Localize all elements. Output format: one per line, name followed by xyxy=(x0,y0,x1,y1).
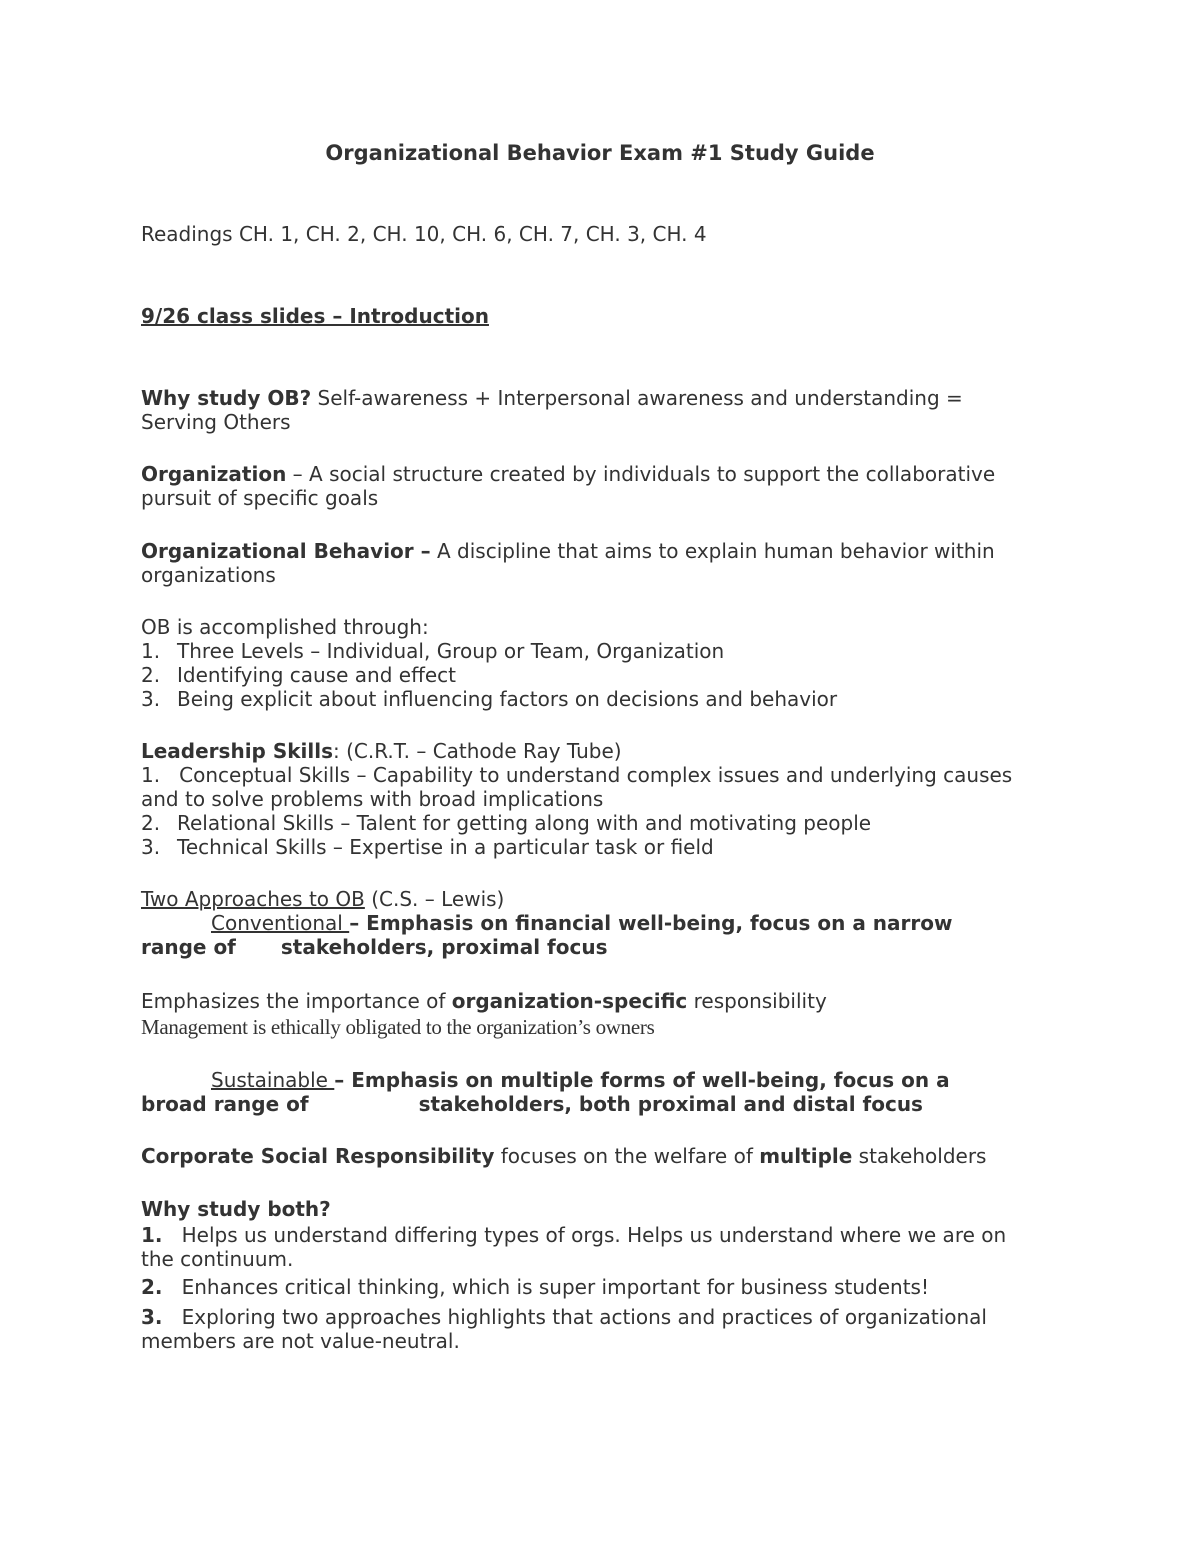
list-text: Being explicit about influencing factors on decisions and behavior xyxy=(177,687,838,711)
why-study-line2: Serving Others xyxy=(141,410,291,434)
leadership-term: Leadership Skills xyxy=(141,739,334,763)
approaches-heading-text: Two Approaches to OB xyxy=(141,887,365,911)
org-behavior-line2: organizations xyxy=(141,563,276,587)
emphasizes-post: responsibility xyxy=(687,989,827,1013)
list-text-continued: the continuum. xyxy=(141,1247,294,1271)
list-number: 3. xyxy=(141,1305,163,1329)
list-number: 3. xyxy=(141,687,161,711)
list-text: Enhances critical thinking, which is super important for business students! xyxy=(181,1275,929,1299)
conventional-line1: – Emphasis on financial well-being, focus on a narrow xyxy=(349,911,953,935)
list-number: 2. xyxy=(141,1275,163,1299)
csr-line xyxy=(141,1144,1041,1168)
approaches-heading-rest: (C.S. – Lewis) xyxy=(364,887,505,911)
conventional-line2b: stakeholders, proximal focus xyxy=(280,935,608,959)
management-line: Management is ethically obligated to the organization’s owners xyxy=(141,1015,655,1039)
emphasizes-bold: organization-specific xyxy=(451,989,688,1013)
list-item xyxy=(141,639,1041,663)
approaches-heading xyxy=(141,887,1041,911)
csr-term: Corporate Social Responsibility xyxy=(141,1144,495,1168)
list-text: Identifying cause and effect xyxy=(177,663,457,687)
list-text: Exploring two approaches highlights that actions and practices of organizational xyxy=(181,1305,987,1329)
list-text: Conceptual Skills – Capability to understand complex issues and underlying causes xyxy=(179,763,1013,787)
organization-line1: – A social structure created by individuals to support the collaborative xyxy=(286,462,996,486)
sustainable-term: Sustainable xyxy=(211,1068,335,1092)
list-item xyxy=(141,811,1041,835)
sustainable-line2b: stakeholders, both proximal and distal focus xyxy=(418,1092,923,1116)
why-both-heading: Why study both? xyxy=(141,1197,331,1221)
list-number: 1. xyxy=(141,1223,163,1247)
organization-line2: pursuit of specific goals xyxy=(141,486,379,510)
conventional-line2a: range of xyxy=(141,935,236,959)
readings-line: Readings CH. 1, CH. 2, CH. 10, CH. 6, CH. 7, CH. 3, CH. 4 xyxy=(141,222,707,246)
conventional-approach xyxy=(141,911,1041,959)
organization-definition xyxy=(141,462,1041,510)
sustainable-line2a: broad range of xyxy=(141,1092,309,1116)
leadership-rest: : (C.R.T. – Cathode Ray Tube) xyxy=(333,739,622,763)
why-both-section xyxy=(141,1197,1041,1353)
list-number: 1. xyxy=(141,763,161,787)
list-text: Three Levels – Individual, Group or Team, Organization xyxy=(177,639,725,663)
why-study-term: Why study OB? xyxy=(141,386,312,410)
csr-bold-multiple: multiple xyxy=(759,1144,853,1168)
emphasizes-pre: Emphasizes the importance of xyxy=(141,989,452,1013)
organization-term: Organization xyxy=(141,462,287,486)
list-text: Technical Skills – Expertise in a particular task or field xyxy=(177,835,714,859)
ob-accomplished-intro: OB is accomplished through: xyxy=(141,615,429,639)
list-number: 1. xyxy=(141,639,161,663)
emphasizes-line xyxy=(141,989,1041,1013)
list-item xyxy=(141,663,1041,687)
list-text-continued: and to solve problems with broad implications xyxy=(141,787,604,811)
document-title: Organizational Behavior Exam #1 Study Guide xyxy=(325,141,875,165)
list-number: 2. xyxy=(141,663,161,687)
leadership-list xyxy=(141,763,1041,859)
section-heading-text: 9/26 class slides – Introduction xyxy=(141,304,489,328)
ob-accomplished-list xyxy=(141,639,1041,711)
sustainable-approach xyxy=(141,1068,1041,1116)
list-text-continued: members are not value-neutral. xyxy=(141,1329,460,1353)
list-item xyxy=(141,687,1041,711)
csr-post: stakeholders xyxy=(852,1144,987,1168)
list-number: 3. xyxy=(141,835,161,859)
list-item xyxy=(141,1275,1041,1299)
org-behavior-definition xyxy=(141,539,1041,587)
sustainable-line1: – Emphasis on multiple forms of well-being, focus on a xyxy=(334,1068,950,1092)
section-heading xyxy=(141,304,1041,328)
org-behavior-line1: A discipline that aims to explain human behavior within xyxy=(430,539,995,563)
list-item xyxy=(141,1223,1041,1271)
list-item xyxy=(141,835,1041,859)
why-study-paragraph xyxy=(141,386,1041,434)
list-number: 2. xyxy=(141,811,161,835)
csr-mid: focuses on the welfare of xyxy=(494,1144,760,1168)
ob-accomplished-section xyxy=(141,615,1041,711)
list-text: Helps us understand differing types of orgs. Helps us understand where we are on xyxy=(181,1223,1007,1247)
org-behavior-term: Organizational Behavior – xyxy=(141,539,431,563)
list-text: Relational Skills – Talent for getting along with and motivating people xyxy=(177,811,872,835)
list-item xyxy=(141,763,1041,811)
why-study-line1: Self-awareness + Interpersonal awareness and understanding = xyxy=(311,386,963,410)
list-item xyxy=(141,1305,1041,1353)
conventional-term: Conventional xyxy=(211,911,350,935)
leadership-section xyxy=(141,739,1041,859)
